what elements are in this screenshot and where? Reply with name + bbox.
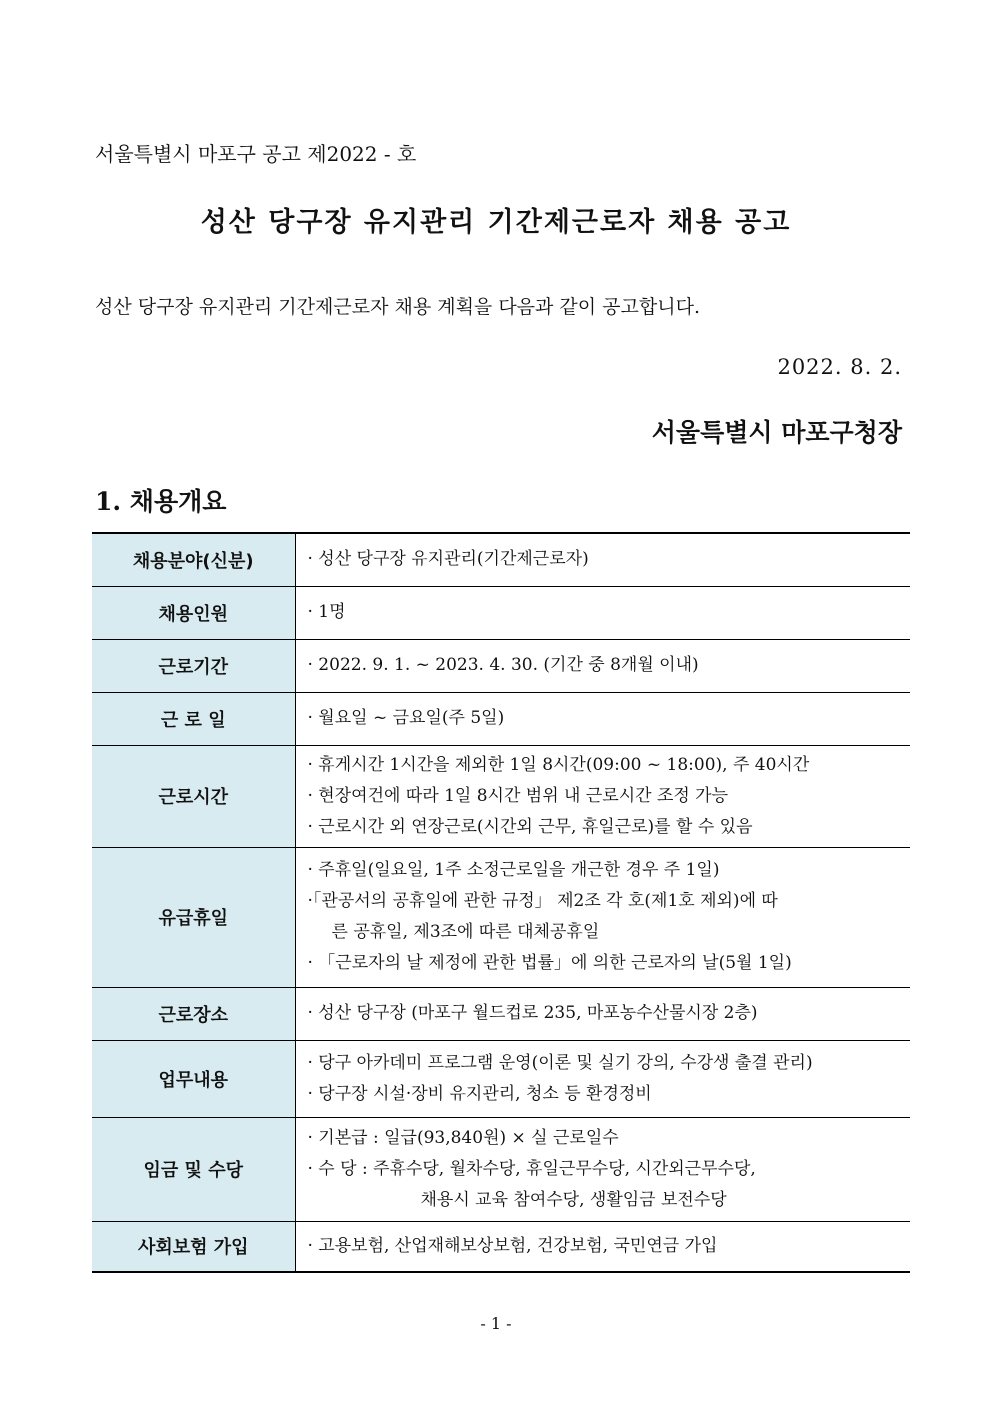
row-label: 채용분야(신분) bbox=[92, 533, 295, 586]
row-value bbox=[295, 847, 910, 987]
value-line: · 성산 당구장 유지관리(기간제근로자) bbox=[307, 549, 589, 570]
issuer: 서울특별시 마포구청장 bbox=[651, 418, 902, 447]
table-row bbox=[92, 692, 910, 745]
value-line: · 성산 당구장 (마포구 월드컵로 235, 마포농수산물시장 2층) bbox=[307, 1003, 758, 1023]
row-value bbox=[295, 586, 910, 639]
table-row bbox=[92, 1221, 910, 1272]
value-line: · 수 당 : 주휴수당, 월차수당, 휴일근무수당, 시간외근무수당, bbox=[307, 1158, 756, 1179]
table-row bbox=[92, 1117, 910, 1221]
row-label: 유급휴일 bbox=[92, 847, 295, 987]
value-line: · 2022. 9. 1. ~ 2023. 4. 30. (기간 중 8개월 이내) bbox=[307, 655, 699, 675]
row-value bbox=[295, 639, 910, 692]
value-line: 채용시 교육 참여수당, 생활임금 보전수당 bbox=[420, 1189, 727, 1210]
row-label: 사회보험 가입 bbox=[92, 1221, 295, 1272]
table-row bbox=[92, 1040, 910, 1117]
row-label: 채용인원 bbox=[92, 586, 295, 639]
value-line: · 「근로자의 날 제정에 관한 법률」에 의한 근로자의 날(5월 1일) bbox=[307, 953, 792, 973]
value-line: · 1명 bbox=[307, 602, 346, 622]
row-value bbox=[295, 533, 910, 586]
value-line: · 근로시간 외 연장근로(시간외 근무, 휴일근로)를 할 수 있음 bbox=[307, 816, 753, 837]
row-label: 근로시간 bbox=[92, 745, 295, 847]
value-line: · 기본급 : 일급(93,840원) × 실 근로일수 bbox=[307, 1127, 619, 1148]
table-row bbox=[92, 533, 910, 586]
intro-text: 성산 당구장 유지관리 기간제근로자 채용 계획을 다음과 같이 공고합니다. bbox=[95, 296, 700, 318]
row-label: 근로장소 bbox=[92, 987, 295, 1040]
row-label: 임금 및 수당 bbox=[92, 1117, 295, 1221]
row-label: 업무내용 bbox=[92, 1040, 295, 1117]
value-line: · 당구 아카데미 프로그램 운영(이론 및 실기 강의, 수강생 출결 관리) bbox=[307, 1052, 813, 1073]
page-number: - 1 - bbox=[480, 1314, 512, 1333]
table-row bbox=[92, 639, 910, 692]
value-line: · 현장여건에 따라 1일 8시간 범위 내 근로시간 조정 가능 bbox=[307, 785, 729, 806]
value-line: · 월요일 ~ 금요일(주 5일) bbox=[307, 708, 505, 728]
table-row bbox=[92, 987, 910, 1040]
recruitment-overview-table bbox=[92, 532, 910, 1273]
row-value bbox=[295, 1040, 910, 1117]
row-value bbox=[295, 1117, 910, 1221]
announcement-date: 2022. 8. 2. bbox=[777, 355, 902, 379]
row-value bbox=[295, 745, 910, 847]
row-value bbox=[295, 692, 910, 745]
value-line: 른 공휴일, 제3조에 따른 대체공휴일 bbox=[331, 922, 600, 942]
notice-number: 서울특별시 마포구 공고 제2022 - 호 bbox=[95, 142, 417, 166]
value-line: ·「관공서의 공휴일에 관한 규정」 제2조 각 호(제1호 제외)에 따 bbox=[307, 891, 778, 911]
row-value bbox=[295, 1221, 910, 1272]
row-label: 근로기간 bbox=[92, 639, 295, 692]
section-title: 1. 채용개요 bbox=[95, 487, 227, 516]
value-line: · 고용보험, 산업재해보상보험, 건강보험, 국민연금 가입 bbox=[307, 1235, 718, 1256]
table-row bbox=[92, 745, 910, 847]
document-title: 성산 당구장 유지관리 기간제근로자 채용 공고 bbox=[200, 207, 792, 238]
table-row bbox=[92, 847, 910, 987]
value-line: · 주휴일(일요일, 1주 소정근로일을 개근한 경우 주 1일) bbox=[307, 860, 720, 880]
row-label: 근 로 일 bbox=[92, 692, 295, 745]
row-value bbox=[295, 987, 910, 1040]
table-row bbox=[92, 586, 910, 639]
value-line: · 당구장 시설·장비 유지관리, 청소 등 환경정비 bbox=[307, 1083, 652, 1104]
value-line: · 휴게시간 1시간을 제외한 1일 8시간(09:00 ~ 18:00), 주 40시간 bbox=[307, 754, 810, 775]
